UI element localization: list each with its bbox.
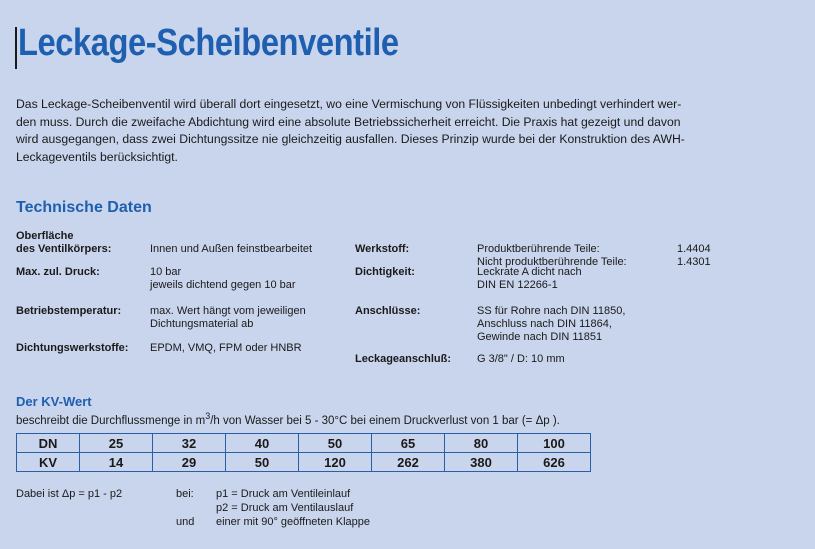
leak-port-label: Leckageanschluß: [355, 353, 451, 365]
temperature-value-line: max. Wert hängt vom jeweiligen [150, 305, 306, 317]
table-cell: 120 [299, 453, 372, 472]
table-cell: 25 [80, 434, 153, 453]
table-cell: 380 [445, 453, 518, 472]
table-row-kv [17, 453, 591, 472]
intro-line: Leckageventils berücksichtigt. [16, 149, 178, 164]
valve-flap-note: einer mit 90° geöffneten Klappe [216, 516, 371, 528]
surface-label [16, 230, 111, 256]
surface-value: Innen und Außen feinstbearbeitet [150, 243, 313, 255]
tightness-value-line: DIN EN 12266-1 [477, 279, 558, 291]
table-cell: 29 [153, 453, 226, 472]
surface-label-line: Oberfläche [16, 230, 74, 242]
table-cell: 65 [372, 434, 445, 453]
leak-port-value: G 3/8" / D: 10 mm [477, 353, 565, 365]
material-numbers [677, 243, 711, 269]
kv-description: beschreibt die Durchflussmenge in $m^3/h$ von Wasser bei 5 - 30°C bei einem Druckverlust von 1 bar (= Δp ). [16, 411, 560, 427]
p2-definition: p2 = Druck am Ventilauslauf [216, 502, 354, 514]
material-number: 1.4301 [677, 256, 711, 268]
intro-line: den muss. Durch die zweifache Abdichtung wird eine absolute Betriebssicherheit erreicht. Die Praxis hat gezeigt und davon [16, 114, 681, 129]
tightness-value-line: Leckrate A dicht nach [477, 266, 582, 278]
table-cell: 626 [518, 453, 591, 472]
surface-label-line: des Ventilkörpers: [16, 243, 112, 255]
und-text: und [176, 516, 195, 528]
material-number: 1.4404 [677, 243, 711, 255]
seal-material-label: Dichtungswerkstoffe: [16, 342, 129, 354]
material-value-line: Produktberührende Teile: [477, 243, 600, 255]
table-row-dn [17, 434, 591, 453]
temperature-value-line: Dichtungsmaterial ab [150, 318, 254, 330]
table-header-cell: DN [17, 434, 80, 453]
table-header-cell: KV [17, 453, 80, 472]
temperature-label: Betriebstemperatur: [16, 305, 122, 317]
pressure-value-line: 10 bar [150, 266, 182, 278]
page-title: Leckage-Scheibenventile [18, 22, 399, 64]
connections-value-line: Anschluss nach DIN 11864, [477, 318, 612, 330]
title-cursor-bar [15, 27, 17, 69]
table-cell: 100 [518, 434, 591, 453]
pressure-value [150, 266, 296, 292]
table-cell: 262 [372, 453, 445, 472]
table-cell: 80 [445, 434, 518, 453]
intro-paragraph [16, 96, 741, 166]
table-cell: 32 [153, 434, 226, 453]
intro-line: Das Leckage-Scheibenventil wird überall dort eingesetzt, wo eine Vermischung von Flüssigkeiten unbedingt verhindert wer- [16, 97, 682, 111]
connections-value-line: Gewinde nach DIN 11851 [477, 331, 603, 343]
temperature-value [150, 305, 306, 331]
material-label: Werkstoff: [355, 243, 410, 255]
seal-material-value: EPDM, VMQ, FPM oder HNBR [150, 342, 302, 354]
p1-definition: p1 = Druck am Ventileinlauf [216, 488, 351, 500]
kv-table [16, 433, 591, 472]
table-cell: 40 [226, 434, 299, 453]
table-cell: 14 [80, 453, 153, 472]
table-cell: 50 [299, 434, 372, 453]
connections-value [477, 305, 625, 344]
formula-text: Dabei ist Δp = p1 - p2 [16, 488, 123, 500]
bei-text: bei: [176, 488, 194, 500]
pressure-value-line: jeweils dichtend gegen 10 bar [150, 279, 296, 291]
pressure-label: Max. zul. Druck: [16, 266, 100, 278]
table-cell: 50 [226, 453, 299, 472]
tech-heading: Technische Daten [16, 199, 152, 216]
connections-value-line: SS für Rohre nach DIN 11850, [477, 305, 626, 317]
material-value-line: Nicht produktberührende Teile: [477, 256, 627, 268]
connections-label: Anschlüsse: [355, 305, 421, 317]
kv-heading: Der KV-Wert [16, 394, 92, 409]
intro-line: wird ausgegangen, dass zwei Dichtungssitze nie gleichzeitig ausfallen. Dieses Prinzip wurde bei der Konstruktion des AWH- [16, 132, 685, 146]
tightness-value [477, 266, 582, 292]
tightness-label: Dichtigkeit: [355, 266, 415, 278]
